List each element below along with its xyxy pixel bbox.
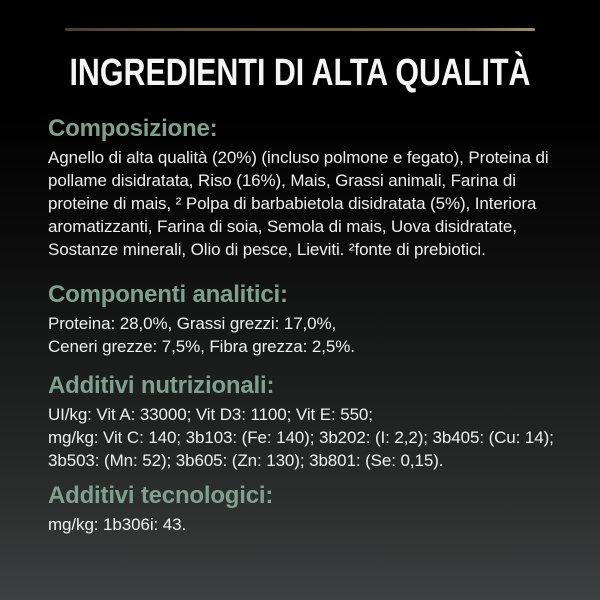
section-composizione xyxy=(48,116,552,261)
text-line: mg/kg: 1b306i: 43. xyxy=(48,515,187,534)
text-line: aromatizzanti, Farina di soia, Semola di mais, Uova disidratate, xyxy=(48,217,517,236)
section-body xyxy=(48,146,552,261)
label-content xyxy=(0,116,600,536)
text-line: mg/kg: Vit C: 140; 3b103: (Fe: 140); 3b202: (I: 2,2); 3b405: (Cu: 14); xyxy=(48,428,554,447)
text-line: Agnello di alta qualità (20%) (incluso polmone e fegato), Proteina di xyxy=(48,148,549,167)
section-additivi-tecnologici xyxy=(48,483,552,536)
section-heading-componenti-analitici: Componenti analitici: xyxy=(48,281,288,308)
section-body xyxy=(48,513,552,536)
section-heading-additivi-tecnologici: Additivi tecnologici: xyxy=(48,482,274,509)
page-title: INGREDIENTI DI ALTA QUALITÀ xyxy=(69,52,531,94)
text-line: 3b503: (Mn: 52); 3b605: (Zn: 130); 3b801: (Se: 0,15). xyxy=(48,451,444,470)
text-line: Ceneri grezze: 7,5%, Fibra grezza: 2,5%. xyxy=(48,337,355,356)
section-heading-composizione: Composizione: xyxy=(48,115,218,142)
text-line: Proteina: 28,0%, Grassi grezzi: 17,0%, xyxy=(48,314,337,333)
top-divider xyxy=(65,28,535,31)
section-body xyxy=(48,403,552,472)
section-heading-additivi-nutrizionali: Additivi nutrizionali: xyxy=(48,372,275,399)
section-componenti-analitici xyxy=(48,282,552,358)
text-line: proteine di mais, ² Polpa di barbabietola disidratata (5%), Interiora xyxy=(48,194,537,213)
text-line: Sostanze minerali, Olio di pesce, Lieviti. ²fonte di prebiotici. xyxy=(48,240,486,259)
text-line: UI/kg: Vit A: 33000; Vit D3: 1100; Vit E: 550; xyxy=(48,405,373,424)
section-body xyxy=(48,312,552,358)
section-additivi-nutrizionali xyxy=(48,373,552,472)
text-line: pollame disidratata, Riso (16%), Mais, Grassi animali, Farina di xyxy=(48,171,516,190)
